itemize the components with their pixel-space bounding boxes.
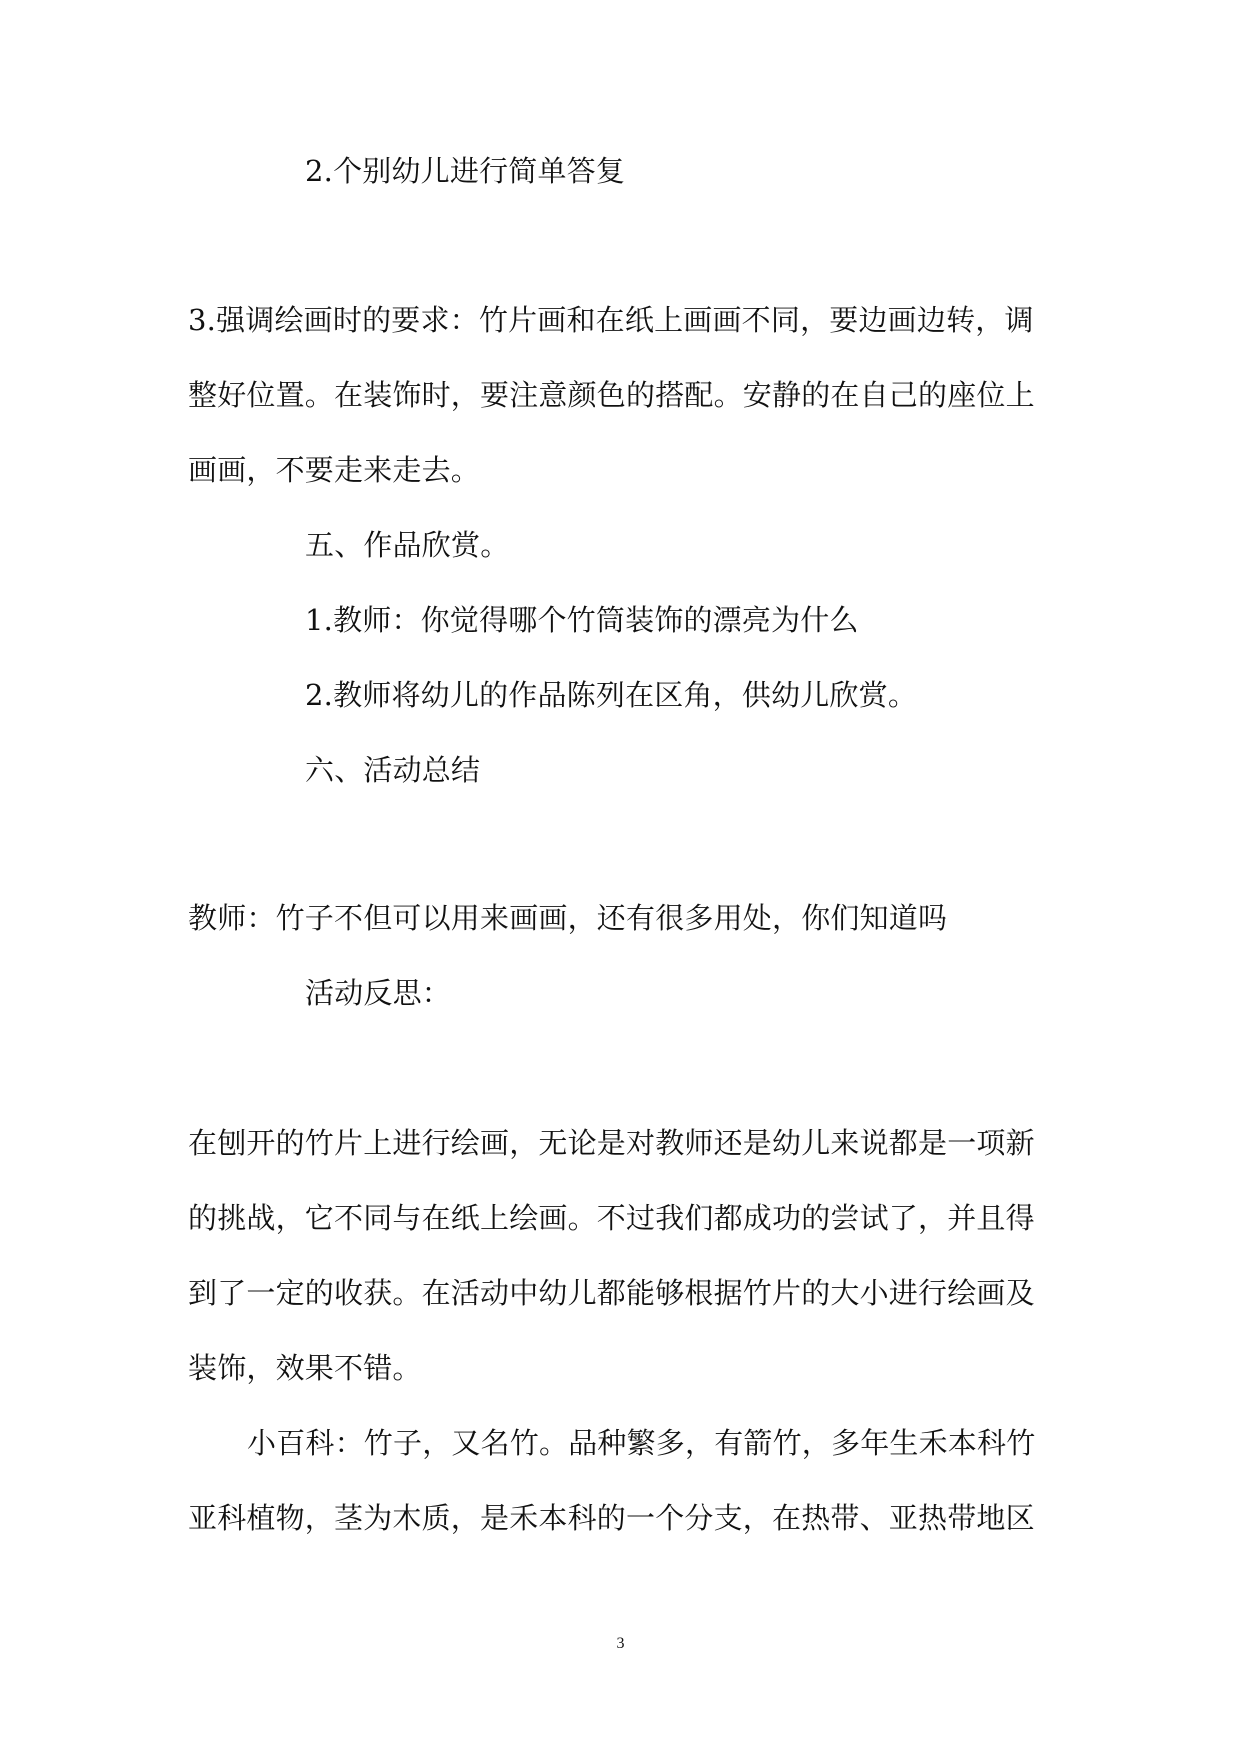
- page-number: 3: [616, 1635, 625, 1652]
- text-line: 2.个别幼儿进行简单答复: [305, 154, 626, 188]
- text-line: 1.教师：你觉得哪个竹筒装饰的漂亮为什么: [305, 603, 859, 637]
- text-line: 画画，不要走来走去。: [188, 453, 481, 487]
- section-heading: 五、作品欣赏。: [305, 528, 510, 562]
- text-line: 3.强调绘画时的要求：竹片画和在纸上画画不同，要边画边转，调: [188, 303, 1034, 337]
- text-line: 整好位置。在装饰时，要注意颜色的搭配。安静的在自己的座位上: [188, 378, 1035, 412]
- text-line: 亚科植物，茎为木质，是禾本科的一个分支，在热带、亚热带地区: [188, 1501, 1035, 1535]
- text-line: 小百科：竹子，又名竹。品种繁多，有箭竹，多年生禾本科竹: [247, 1426, 1036, 1460]
- text-line: 教师：竹子不但可以用来画画，还有很多用处，你们知道吗: [188, 901, 948, 935]
- section-heading: 六、活动总结: [305, 753, 481, 787]
- text-line: 2.教师将幼儿的作品陈列在区角，供幼儿欣赏。: [305, 678, 918, 712]
- text-line: 的挑战，它不同与在纸上绘画。不过我们都成功的尝试了，并且得: [188, 1201, 1035, 1235]
- section-heading: 活动反思：: [305, 976, 452, 1010]
- text-line: 到了一定的收获。在活动中幼儿都能够根据竹片的大小进行绘画及: [188, 1276, 1035, 1310]
- text-line: 在刨开的竹片上进行绘画，无论是对教师还是幼儿来说都是一项新: [188, 1126, 1035, 1160]
- text-line: 装饰，效果不错。: [188, 1351, 422, 1385]
